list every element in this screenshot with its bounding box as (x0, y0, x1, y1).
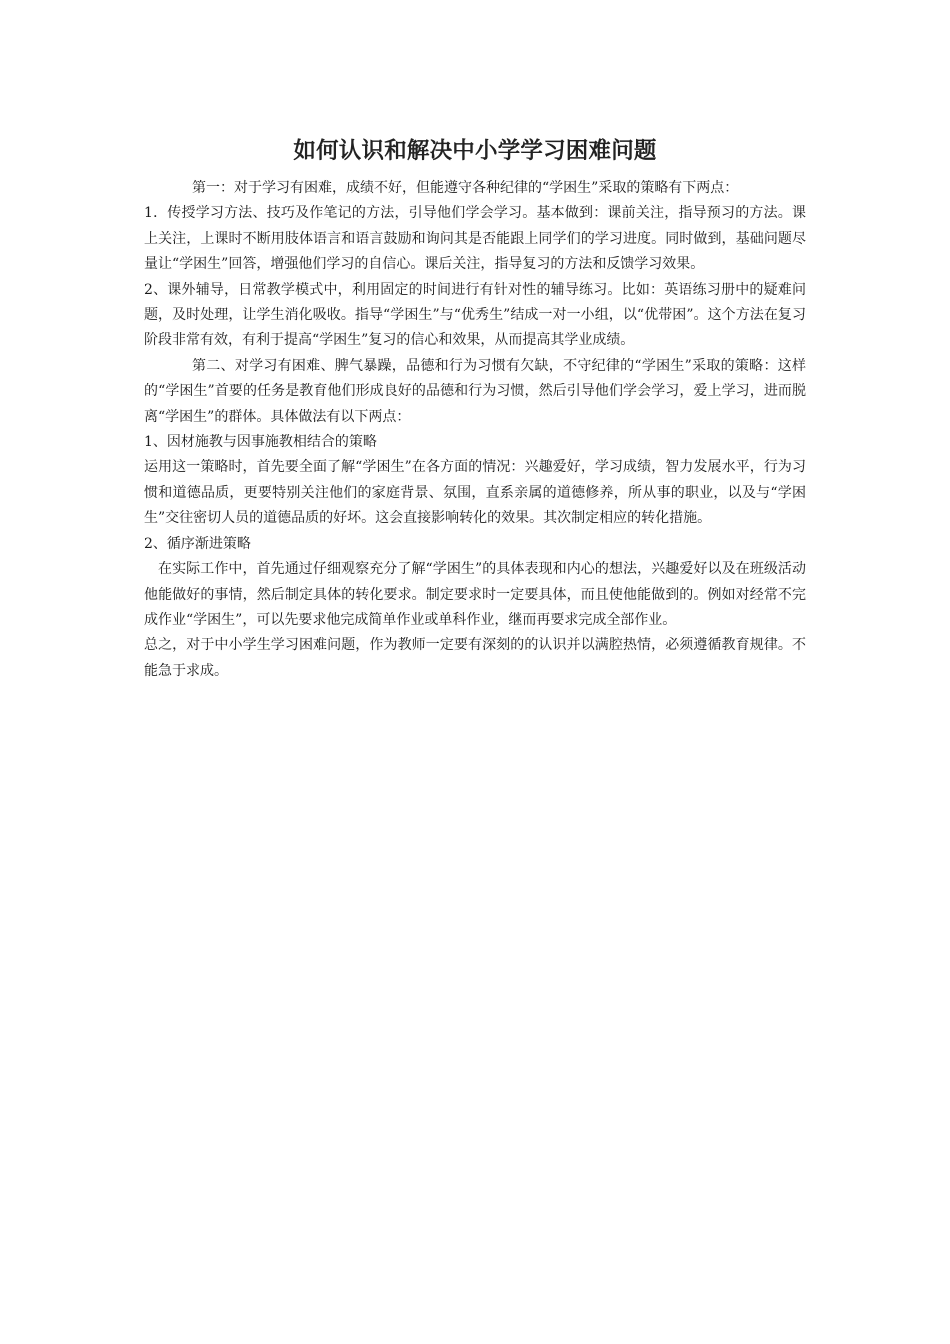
paragraph-strategy-one: 1．传授学习方法、技巧及作笔记的方法，引导他们学会学习。基本做到：课前关注，指导预习的方法。课上关注，上课时不断用肢体语言和语言鼓励和询问其是否能跟上同学们的学习进度。同时做到，基础问题尽量让“学困生”回答，增强他们学习的自信心。课后关注，指导复习的方法和反馈学习效果。 (144, 205, 806, 273)
paragraph-gradual-progress: 在实际工作中，首先通过仔细观察充分了解“学困生”的具体表现和内心的想法，兴趣爱好以及在班级活动他能做好的事情，然后制定具体的转化要求。制定要求时一定要具体，而且使他能做到的。例如对经常不完成作业“学困生”，可以先要求他完成简单作业或单科作业，继而再要求完成全部作业。 (144, 561, 806, 628)
document-body (144, 132, 806, 684)
subheading-tailored-teaching: 1、因材施教与因事施教相结合的策略 (144, 434, 377, 451)
paragraph-part-one-intro: 第一：对于学习有困难，成绩不好，但能遵守各种纪律的“学困生”采取的策略有下两点： (192, 180, 739, 196)
paragraph-strategy-two: 2、课外辅导，日常教学模式中，利用固定的时间进行有针对性的辅导练习。比如：英语练习册中的疑难问题，及时处理，让学生消化吸收。指导“学困生”与“优秀生”结成一对一小组，以“优带困”。这个方法在复习阶段非常有效，有利于提高“学困生”复习的信心和效果，从而提高其学业成绩。 (144, 281, 806, 349)
subheading-gradual-progress: 2、循序渐进策略 (144, 535, 251, 552)
paragraph-conclusion: 总之，对于中小学生学习困难问题，作为教师一定要有深刻的的认识并以满腔热情，必须遵循教育规律。不能急于求成。 (144, 637, 806, 679)
paragraph-tailored-teaching: 运用这一策略时，首先要全面了解“学困生”在各方面的情况：兴趣爱好，学习成绩，智力发展水平，行为习惯和道德品质，更要特别关注他们的家庭背景、氛围，直系亲属的道德修养，所从事的职业，以及与“学困生”交往密切人员的道德品质的好坏。这会直接影响转化的效果。其次制定相应的转化措施。 (144, 459, 806, 527)
document-title: 如何认识和解决中小学学习困难问题 (293, 138, 657, 164)
paragraph-part-two-intro: 第二、对学习有困难、脾气暴躁，品德和行为习惯有欠缺，不守纪律的“学困生”采取的策略：这样的“学困生”首要的任务是教育他们形成良好的品德和行为习惯，然后引导他们学会学习，爱上学习，进而脱离“学困生”的群体。具体做法有以下两点： (144, 357, 806, 425)
